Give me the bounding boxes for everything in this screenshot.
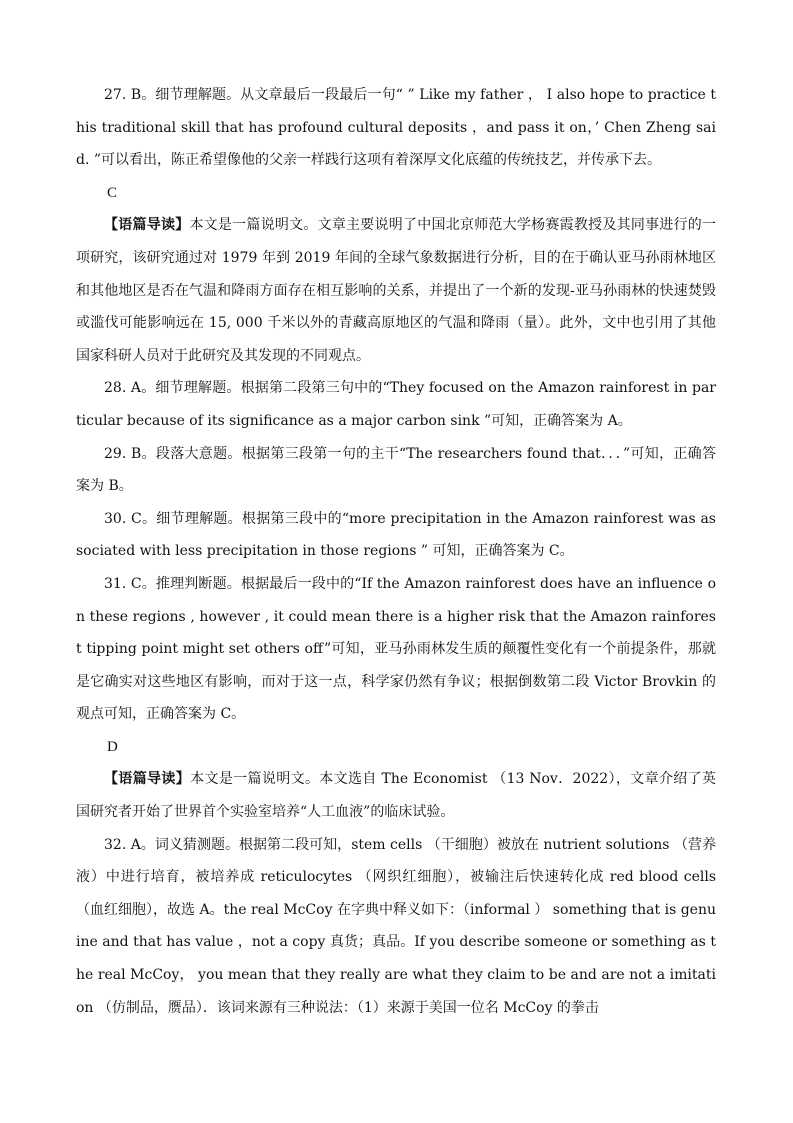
document-page xyxy=(76,79,716,1024)
passage-guide-label: 【语篇导读】 xyxy=(104,217,190,234)
answer-27: 27. B。细节理解题。从文章最后一段最后一句“ ” Like my father ， I also hope to practice this traditional skill that has profound cultural deposits ，and pass it on，’ Chen Zheng said. ”可以看出，陈正希望像他的父亲一样践行这项有着深厚文化底蕴的传统技艺，并传承下去。 xyxy=(76,87,716,169)
passage-guide-text: 本文是一篇说明文。文章主要说明了中国北京师范大学杨赛霞教授及其同事进行的一项研究，该研究通过对 1979 年到 2019 年间的全球气象数据进行分析，目的在于确认亚马孙雨林地区和其他地区是否在气温和降雨方面存在相互影响的关系，并提出了一个新的发现-亚马孙雨林的快速焚毁或滥伐可能影响远在 15, 000 千米以外的青藏高原地区的气温和降雨（量）。此外，文中也引用了其他国家科研人员对于此研究及其发现的不同观点。 xyxy=(76,217,717,364)
answer-29: 29. B。段落大意题。根据第三段第一句的主干“The researchers found that．．．”可知，正确答案为 B。 xyxy=(76,445,716,495)
answer-28: 28. A。细节理解题。根据第二段第三句中的“They focused on the Amazon rainforest in particular because of its significance as a major carbon sink ”可知，正确答案为 A。 xyxy=(76,380,716,429)
section-heading-c: C xyxy=(107,184,118,201)
passage-guide-c xyxy=(76,209,716,372)
passage-guide-label: 【语篇导读】 xyxy=(104,771,191,788)
answer-31: 31. C。推理判断题。根据最后一段中的“If the Amazon rainforest does have an influence on these regions , however , it could mean there is a higher risk that the Amazon rainforest tipping point might set others off”可知，亚马孙雨林发生质的颠覆性变化有一个前提条件，那就是它确实对这些地区有影响，而对于这一点，科学家仍然有争议；根据倒数第二段 Victor Brovkin 的观点可知，正确答案为 C。 xyxy=(76,575,716,723)
section-heading-d: D xyxy=(107,738,118,755)
answer-30: 30. C。细节理解题。根据第三段中的“more precipitation in the Amazon rainforest was associated with less precipitation in those regions ” 可知，正确答案为 C。 xyxy=(76,510,716,560)
passage-guide-d xyxy=(76,763,716,828)
passage-guide-text: 本文是一篇说明文。本文选自 The Economist （13 Nov．2022），文章介绍了英国研究者开始了世界首个实验室培养“人工血液”的临床试验。 xyxy=(76,771,717,821)
answer-32: 32. A。词义猜测题。根据第二段可知，stem cells （干细胞）被放在 nutrient solutions （营养液）中进行培育，被培养成 reticulocytes （网织红细胞），被输注后快速转化成 red blood cells （血红细胞），故选 A。the real McCoy 在字典中释义如下：（informal ） something that is genuine and that has value ，not a copy 真货；真品。If you describe someone or something as the real McCoy， you mean that they really are what they claim to be and are not a imitation （仿制品，赝品）．该词来源有三种说法：（1）来源于美国一位名 McCoy 的拳击 xyxy=(76,836,716,1016)
